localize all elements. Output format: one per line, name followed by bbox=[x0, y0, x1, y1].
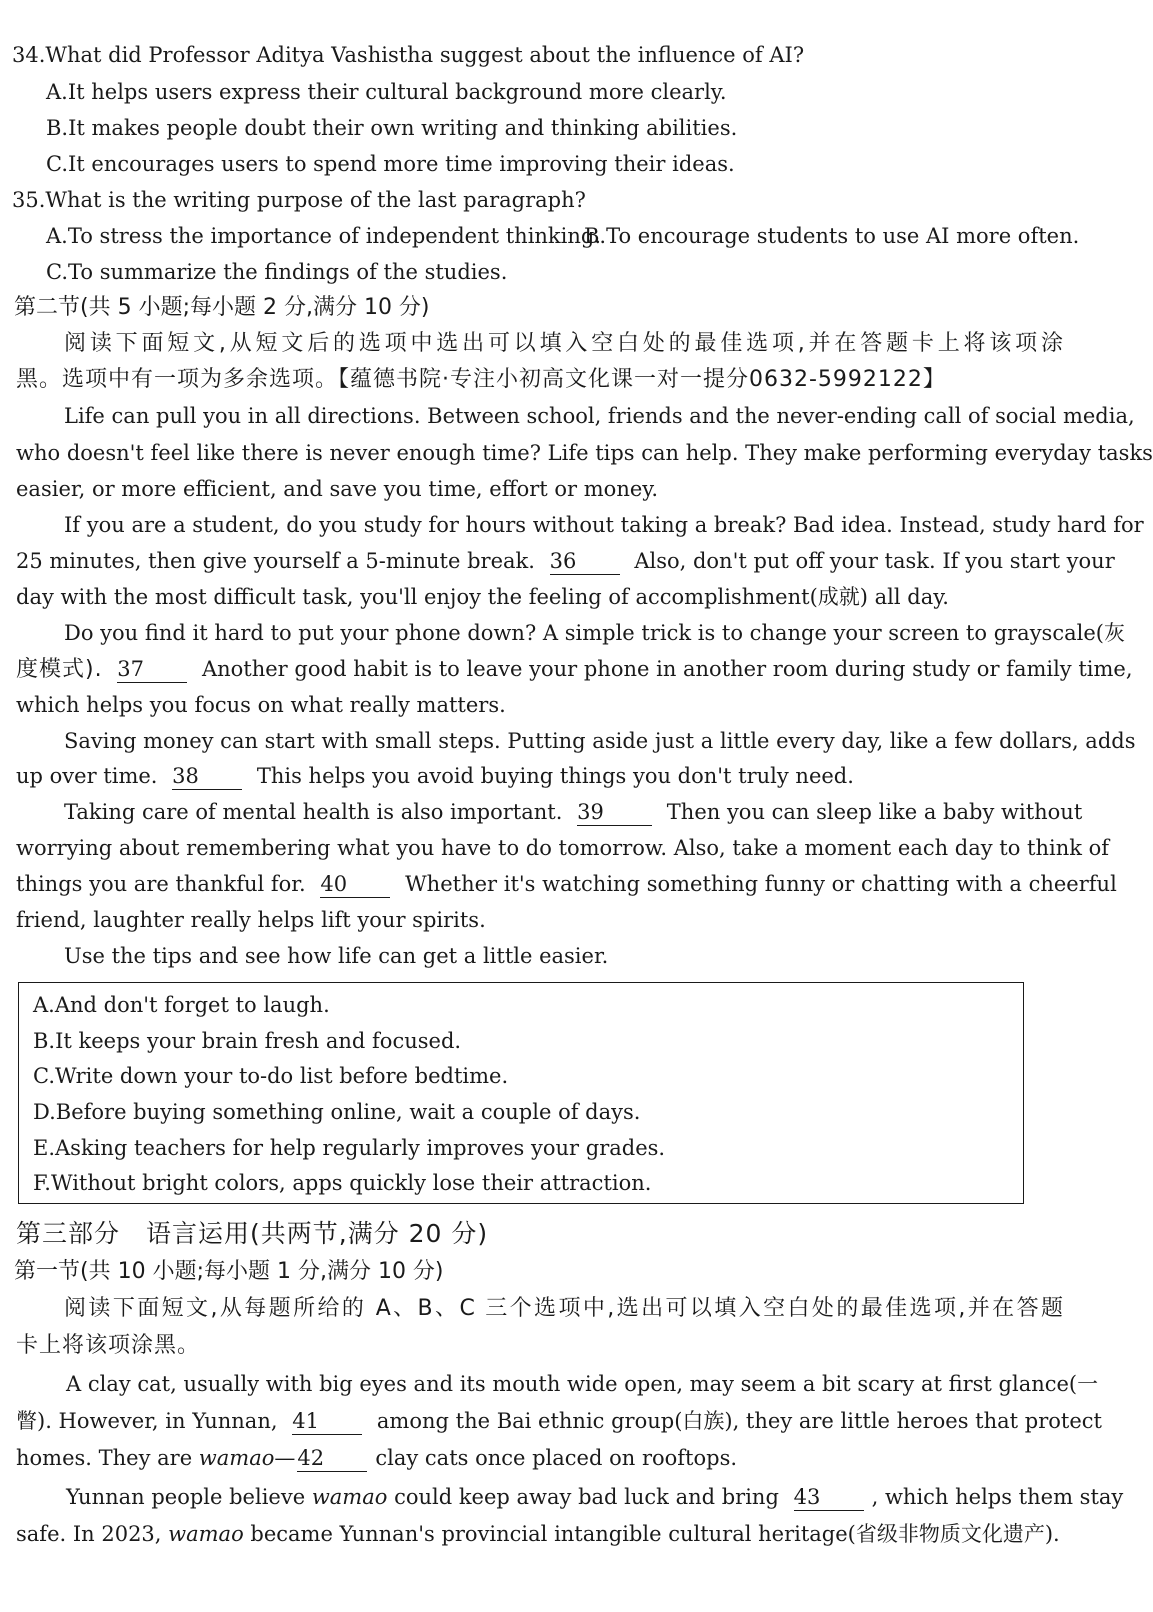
clay-cat-paragraph-1-line-2 bbox=[16, 1406, 1102, 1436]
passage-paragraph-1-line-3: easier, or more efficient, and save you time, effort or money. bbox=[16, 477, 659, 501]
passage-paragraph-6: Use the tips and see how life can get a little easier. bbox=[64, 944, 609, 968]
passage-text: homes. They are bbox=[16, 1446, 199, 1470]
passage-paragraph-1-line-2: who doesn't feel like there is never enough time? Life tips can help. They make performing everyday tasks bbox=[16, 441, 1153, 465]
passage-paragraph-5-line-2: worrying about remembering what you have to do tomorrow. Also, take a moment each day to think of bbox=[16, 836, 1110, 860]
section-2-instruction-line-2: 黑。选项中有一项为多余选项。【蕴德书院·专注小初高文化课一对一提分0632-5992122】 bbox=[16, 367, 946, 392]
passage-text: Also, don't put off your task. If you start your bbox=[634, 549, 1115, 573]
question-35-option-a: A.To stress the importance of independent thinking. bbox=[46, 224, 602, 248]
clay-cat-paragraph-1-line-1: A clay cat, usually with big eyes and its mouth wide open, may seem a bit scary at first glance(一 bbox=[66, 1372, 1099, 1396]
passage-paragraph-2-line-2 bbox=[16, 546, 1115, 576]
blank-40[interactable]: 40 bbox=[320, 871, 390, 898]
passage-text: could keep away bad luck and bring bbox=[387, 1485, 779, 1509]
passage-text: up over time. bbox=[16, 764, 158, 788]
section-2-heading: 第二节(共 5 小题;每小题 2 分,满分 10 分) bbox=[14, 295, 430, 320]
part-3-instruction-line-2: 卡上将该项涂黑。 bbox=[16, 1333, 201, 1358]
passage-paragraph-3-line-3: which helps you focus on what really matters. bbox=[16, 693, 506, 717]
blank-39[interactable]: 39 bbox=[577, 799, 652, 826]
question-35-stem: 35.What is the writing purpose of the last paragraph? bbox=[12, 188, 586, 212]
option-b: B.It keeps your brain fresh and focused. bbox=[33, 1029, 462, 1053]
part-3-section-1-heading: 第一节(共 10 小题;每小题 1 分,满分 10 分) bbox=[14, 1259, 444, 1284]
passage-text: among the Bai ethnic group(白族), they are little heroes that protect bbox=[376, 1409, 1102, 1433]
passage-text: This helps you avoid buying things you don't truly need. bbox=[256, 764, 854, 788]
passage-text: 25 minutes, then give yourself a 5-minute break. bbox=[16, 549, 535, 573]
option-d: D.Before buying something online, wait a couple of days. bbox=[33, 1100, 641, 1124]
question-34-stem: 34.What did Professor Aditya Vashistha suggest about the influence of AI? bbox=[12, 43, 805, 67]
passage-paragraph-5-line-3 bbox=[16, 869, 1117, 899]
question-34-option-b: B.It makes people doubt their own writing and thinking abilities. bbox=[46, 116, 738, 140]
blank-43[interactable]: 43 bbox=[794, 1484, 864, 1511]
passage-text: became Yunnan's provincial intangible cultural heritage(省级非物质文化遗产). bbox=[243, 1522, 1060, 1546]
option-f: F.Without bright colors, apps quickly lose their attraction. bbox=[33, 1171, 652, 1195]
wamao-term: wamao bbox=[311, 1485, 388, 1509]
wamao-term: wamao bbox=[198, 1446, 275, 1470]
passage-text: safe. In 2023, bbox=[16, 1522, 169, 1546]
passage-text: 瞥). However, in Yunnan, bbox=[16, 1409, 278, 1433]
wamao-term: wamao bbox=[168, 1522, 244, 1546]
blank-38[interactable]: 38 bbox=[172, 763, 242, 790]
passage-text: , which helps them stay bbox=[871, 1485, 1124, 1509]
blank-42[interactable]: 42 bbox=[297, 1445, 367, 1472]
clay-cat-paragraph-2-line-2 bbox=[16, 1519, 1064, 1549]
blank-37[interactable]: 37 bbox=[117, 656, 187, 683]
passage-paragraph-1-line-1: Life can pull you in all directions. Between school, friends and the never-ending call of social media, bbox=[64, 404, 1135, 428]
blank-36[interactable]: 36 bbox=[550, 548, 620, 575]
passage-paragraph-5-line-1 bbox=[64, 797, 1083, 827]
passage-text: 度模式). bbox=[16, 657, 103, 682]
question-34-option-a: A.It helps users express their cultural background more clearly. bbox=[46, 80, 727, 104]
passage-text: Whether it's watching something funny or chatting with a cheerful bbox=[405, 872, 1117, 896]
option-c: C.Write down your to-do list before bedtime. bbox=[33, 1064, 509, 1088]
passage-paragraph-5-line-4: friend, laughter really helps lift your spirits. bbox=[16, 908, 486, 932]
passage-text: Then you can sleep like a baby without bbox=[666, 800, 1083, 824]
option-e: E.Asking teachers for help regularly improves your grades. bbox=[33, 1136, 666, 1160]
option-a: A.And don't forget to laugh. bbox=[33, 993, 330, 1017]
passage-text: Yunnan people believe bbox=[66, 1485, 312, 1509]
passage-text: Taking care of mental health is also important. bbox=[64, 800, 563, 824]
passage-text: Another good habit is to leave your phone in another room during study or family time, bbox=[201, 657, 1133, 681]
question-35-option-b: B.To encourage students to use AI more often. bbox=[584, 224, 1080, 248]
question-34-option-c: C.It encourages users to spend more time improving their ideas. bbox=[46, 152, 735, 176]
question-35-option-c: C.To summarize the findings of the studies. bbox=[46, 260, 508, 284]
part-3-instruction-line-1: 阅读下面短文,从每题所给的 A、B、C 三个选项中,选出可以填入空白处的最佳选项,并在答题 bbox=[64, 1296, 1064, 1321]
clay-cat-paragraph-1-line-3 bbox=[16, 1443, 1064, 1473]
passage-paragraph-3-line-2 bbox=[16, 654, 1133, 684]
blank-41[interactable]: 41 bbox=[292, 1408, 362, 1435]
passage-text: things you are thankful for. bbox=[16, 872, 306, 896]
passage-paragraph-4-line-1: Saving money can start with small steps. Putting aside just a little every day, like a few dollars, adds bbox=[64, 729, 1136, 753]
passage-paragraph-2-line-3: day with the most difficult task, you'll enjoy the feeling of accomplishment(成就) all day. bbox=[16, 585, 949, 609]
clay-cat-paragraph-2-line-1 bbox=[66, 1482, 1124, 1512]
passage-text: clay cats once placed on rooftops. bbox=[375, 1446, 738, 1470]
passage-paragraph-4-line-2 bbox=[16, 761, 1064, 791]
passage-paragraph-2-line-1: If you are a student, do you study for hours without taking a break? Bad idea. Instead, study hard for bbox=[64, 513, 1144, 537]
options-box bbox=[18, 982, 1024, 1204]
part-3-heading: 第三部分 语言运用(共两节,满分 20 分) bbox=[16, 1219, 489, 1248]
section-2-instruction-line-1: 阅读下面短文,从短文后的选项中选出可以填入空白处的最佳选项,并在答题卡上将该项涂 bbox=[64, 331, 1064, 356]
passage-paragraph-3-line-1: Do you find it hard to put your phone down? A simple trick is to change your screen to grayscale(灰 bbox=[64, 621, 1125, 645]
dash: — bbox=[274, 1446, 296, 1470]
